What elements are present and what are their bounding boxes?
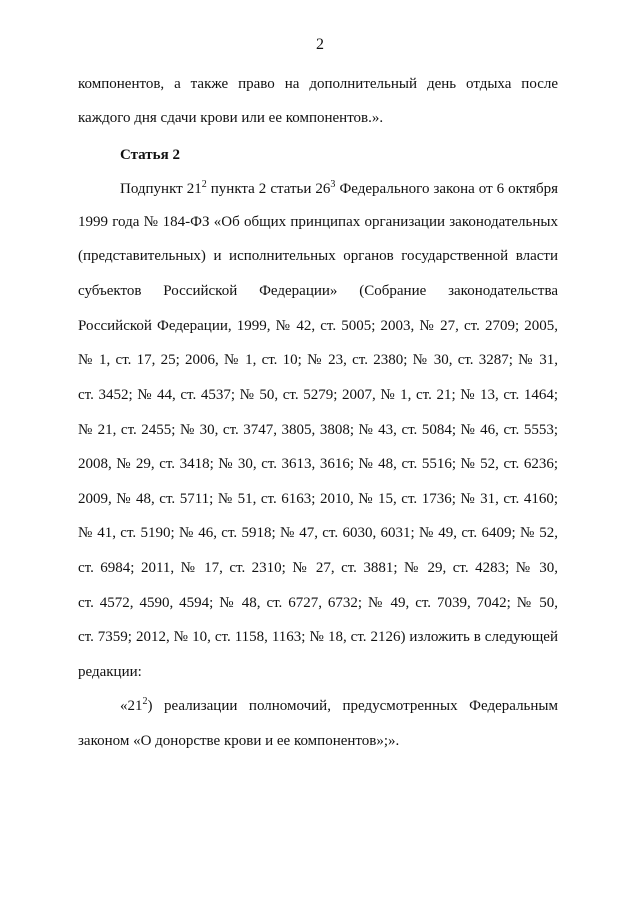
article-line: № 41, ст. 5190; № 46, ст. 5918; № 47, ст. 6030, 6031; № 49, ст. 6409; № 52,: [78, 525, 558, 541]
law-reference: Федерального закона от 6 октября: [339, 181, 559, 197]
article-heading: Статья 2: [120, 147, 180, 163]
page-number: 2: [316, 36, 324, 53]
quoted-amendment-line-2: законом «О донорстве крови и ее компонентов»;».: [78, 733, 400, 749]
quoted-subclause-label: «$21^2$) реализации полномочий, предусмотренных Федеральным: [120, 696, 558, 714]
quoted-amendment-line-1: [120, 697, 558, 715]
article-line: Российской Федерации, 1999, № 42, ст. 5005; 2003, № 27, ст. 2709; 2005,: [78, 318, 558, 334]
article-line: ст. 6984; 2011, № 17, ст. 2310; № 27, ст. 3881; № 29, ст. 4283; № 30,: [78, 560, 558, 576]
article-line: № 21, ст. 2455; № 30, ст. 3747, 3805, 3808; № 43, ст. 5084; № 46, ст. 5553;: [78, 422, 558, 438]
article-line-last: редакции:: [78, 664, 142, 680]
continuation-line-1: компонентов, а также право на дополнительный день отдыха после: [78, 76, 558, 92]
clause-reference: пункта 2 статьи $26^3$: [210, 179, 336, 197]
article-line: 1999 года № 184-ФЗ «Об общих принципах организации законодательных: [78, 214, 558, 230]
article-line: ст. 7359; 2012, № 10, ст. 1158, 1163; № 18, ст. 2126) изложить в следующей: [78, 629, 558, 645]
article-line: ст. 3452; № 44, ст. 4537; № 50, ст. 5279; 2007, № 1, ст. 21; № 13, ст. 1464;: [78, 387, 558, 403]
subclause-label: Подпункт $21^2$: [120, 179, 207, 197]
article-line: ст. 4572, 4590, 4594; № 48, ст. 6727, 6732; № 49, ст. 7039, 7042; № 50,: [78, 595, 558, 611]
continuation-line-2: каждого дня сдачи крови или ее компонентов.».: [78, 110, 384, 126]
article-line: 2008, № 29, ст. 3418; № 30, ст. 3613, 3616; № 48, ст. 5516; № 52, ст. 6236;: [78, 456, 558, 472]
article-line: субъектов Российской Федерации» (Собрание законодательства: [78, 283, 558, 299]
article-line: № 1, ст. 17, 25; 2006, № 1, ст. 10; № 23, ст. 2380; № 30, ст. 3287; № 31,: [78, 352, 558, 368]
article-paragraph-first-line: [120, 180, 558, 198]
article-line: 2009, № 48, ст. 5711; № 51, ст. 6163; 2010, № 15, ст. 1736; № 31, ст. 4160;: [78, 491, 558, 507]
article-line: (представительных) и исполнительных органов государственной власти: [78, 248, 558, 264]
